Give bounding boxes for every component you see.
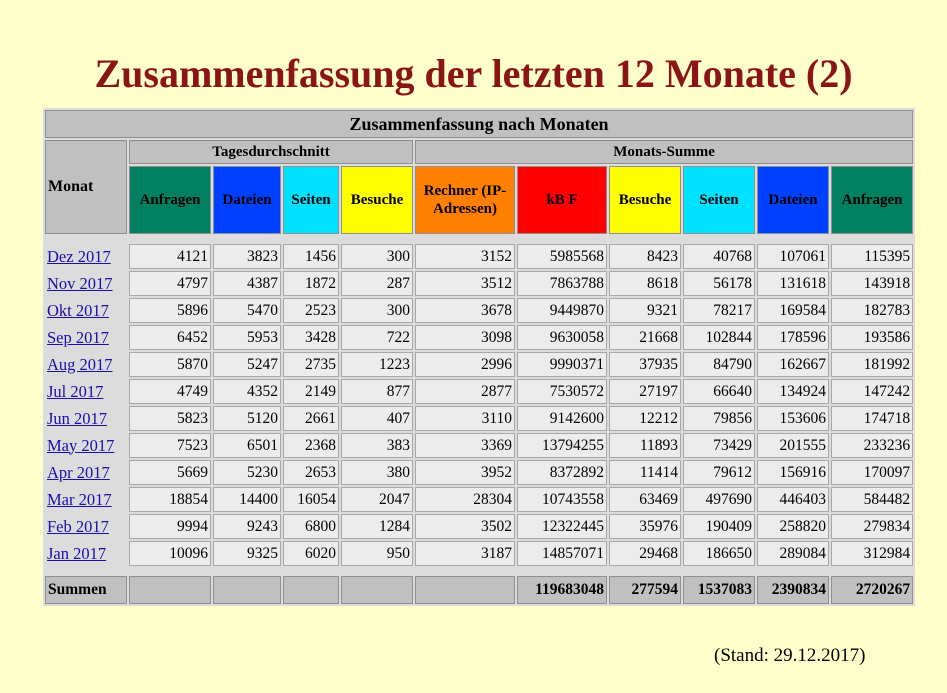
value-cell: 169584 xyxy=(757,298,829,323)
totals-cell xyxy=(341,576,413,604)
header-spacer xyxy=(45,236,913,242)
value-cell: 2877 xyxy=(415,379,515,404)
value-cell: 3512 xyxy=(415,271,515,296)
col-header-besuche-daily: Besuche xyxy=(341,166,413,234)
value-cell: 193586 xyxy=(831,325,913,350)
value-cell: 9449870 xyxy=(517,298,607,323)
value-cell: 14400 xyxy=(213,487,281,512)
col-header-besuche-monthly: Besuche xyxy=(609,166,681,234)
value-cell: 3428 xyxy=(283,325,339,350)
totals-row xyxy=(45,576,913,604)
value-cell: 8372892 xyxy=(517,460,607,485)
value-cell: 5985568 xyxy=(517,244,607,269)
value-cell: 9630058 xyxy=(517,325,607,350)
value-cell: 13794255 xyxy=(517,433,607,458)
month-cell xyxy=(45,541,127,566)
value-cell: 18854 xyxy=(129,487,211,512)
value-cell: 3502 xyxy=(415,514,515,539)
value-cell: 14857071 xyxy=(517,541,607,566)
col-header-rechner: Rechner (IP-Adressen) xyxy=(415,166,515,234)
value-cell: 181992 xyxy=(831,352,913,377)
month-link[interactable]: Apr 2017 xyxy=(47,462,110,482)
value-cell: 289084 xyxy=(757,541,829,566)
value-cell: 3152 xyxy=(415,244,515,269)
value-cell: 3952 xyxy=(415,460,515,485)
value-cell: 3369 xyxy=(415,433,515,458)
monthly-sum-header: Monats-Summe xyxy=(415,140,913,164)
table-row xyxy=(45,406,913,431)
value-cell: 190409 xyxy=(683,514,755,539)
month-cell xyxy=(45,325,127,350)
value-cell: 950 xyxy=(341,541,413,566)
month-cell xyxy=(45,406,127,431)
value-cell: 174718 xyxy=(831,406,913,431)
month-link[interactable]: Feb 2017 xyxy=(47,516,109,536)
value-cell: 56178 xyxy=(683,271,755,296)
value-cell: 186650 xyxy=(683,541,755,566)
value-cell: 115395 xyxy=(831,244,913,269)
value-cell: 182783 xyxy=(831,298,913,323)
value-cell: 6800 xyxy=(283,514,339,539)
value-cell: 79612 xyxy=(683,460,755,485)
month-link[interactable]: Sep 2017 xyxy=(47,327,109,347)
value-cell: 156916 xyxy=(757,460,829,485)
value-cell: 877 xyxy=(341,379,413,404)
value-cell: 446403 xyxy=(757,487,829,512)
month-link[interactable]: Nov 2017 xyxy=(47,273,113,293)
col-header-seiten-daily: Seiten xyxy=(283,166,339,234)
daily-average-header: Tagesdurchschnitt xyxy=(129,140,413,164)
col-header-dateien-monthly: Dateien xyxy=(757,166,829,234)
value-cell: 497690 xyxy=(683,487,755,512)
totals-cell: 2720267 xyxy=(831,576,913,604)
month-link[interactable]: Aug 2017 xyxy=(47,354,113,374)
value-cell: 2661 xyxy=(283,406,339,431)
value-cell: 131618 xyxy=(757,271,829,296)
value-cell: 2523 xyxy=(283,298,339,323)
table-row xyxy=(45,541,913,566)
value-cell: 6020 xyxy=(283,541,339,566)
month-link[interactable]: Dez 2017 xyxy=(47,246,111,266)
table-row xyxy=(45,433,913,458)
value-cell: 233236 xyxy=(831,433,913,458)
month-cell xyxy=(45,298,127,323)
value-cell: 63469 xyxy=(609,487,681,512)
value-cell: 3823 xyxy=(213,244,281,269)
value-cell: 10096 xyxy=(129,541,211,566)
value-cell: 9990371 xyxy=(517,352,607,377)
value-cell: 287 xyxy=(341,271,413,296)
value-cell: 5870 xyxy=(129,352,211,377)
col-header-anfragen-daily: Anfragen xyxy=(129,166,211,234)
totals-cell xyxy=(213,576,281,604)
totals-cell xyxy=(415,576,515,604)
value-cell: 29468 xyxy=(609,541,681,566)
value-cell: 66640 xyxy=(683,379,755,404)
month-link[interactable]: Mar 2017 xyxy=(47,489,112,509)
value-cell: 258820 xyxy=(757,514,829,539)
value-cell: 11893 xyxy=(609,433,681,458)
value-cell: 722 xyxy=(341,325,413,350)
value-cell: 147242 xyxy=(831,379,913,404)
value-cell: 5669 xyxy=(129,460,211,485)
month-cell xyxy=(45,433,127,458)
value-cell: 12212 xyxy=(609,406,681,431)
caption-row xyxy=(45,110,913,138)
month-cell xyxy=(45,514,127,539)
value-cell: 5470 xyxy=(213,298,281,323)
stand-date-note: (Stand: 29.12.2017) xyxy=(714,645,866,666)
value-cell: 1872 xyxy=(283,271,339,296)
value-cell: 407 xyxy=(341,406,413,431)
value-cell: 6501 xyxy=(213,433,281,458)
month-link[interactable]: Okt 2017 xyxy=(47,300,109,320)
totals-cell: 1537083 xyxy=(683,576,755,604)
month-cell xyxy=(45,352,127,377)
value-cell: 5230 xyxy=(213,460,281,485)
value-cell: 143918 xyxy=(831,271,913,296)
table-row xyxy=(45,460,913,485)
month-link[interactable]: Jul 2017 xyxy=(47,381,104,401)
table-row xyxy=(45,271,913,296)
value-cell: 35976 xyxy=(609,514,681,539)
value-cell: 2653 xyxy=(283,460,339,485)
month-link[interactable]: May 2017 xyxy=(47,435,115,455)
value-cell: 162667 xyxy=(757,352,829,377)
value-cell: 201555 xyxy=(757,433,829,458)
value-cell: 134924 xyxy=(757,379,829,404)
value-cell: 3098 xyxy=(415,325,515,350)
value-cell: 4121 xyxy=(129,244,211,269)
value-cell: 5953 xyxy=(213,325,281,350)
value-cell: 2368 xyxy=(283,433,339,458)
totals-cell: 2390834 xyxy=(757,576,829,604)
month-cell xyxy=(45,379,127,404)
value-cell: 16054 xyxy=(283,487,339,512)
month-cell xyxy=(45,244,127,269)
table-row xyxy=(45,379,913,404)
col-header-kbf: kB F xyxy=(517,166,607,234)
value-cell: 300 xyxy=(341,298,413,323)
value-cell: 6452 xyxy=(129,325,211,350)
table-row xyxy=(45,244,913,269)
value-cell: 5120 xyxy=(213,406,281,431)
month-link[interactable]: Jun 2017 xyxy=(47,408,108,428)
value-cell: 73429 xyxy=(683,433,755,458)
value-cell: 279834 xyxy=(831,514,913,539)
monthly-summary-table xyxy=(43,108,915,606)
value-cell: 9142600 xyxy=(517,406,607,431)
column-header-row xyxy=(45,166,913,234)
value-cell: 5823 xyxy=(129,406,211,431)
value-cell: 9325 xyxy=(213,541,281,566)
table-row xyxy=(45,325,913,350)
value-cell: 7863788 xyxy=(517,271,607,296)
value-cell: 28304 xyxy=(415,487,515,512)
value-cell: 9994 xyxy=(129,514,211,539)
value-cell: 584482 xyxy=(831,487,913,512)
value-cell: 2149 xyxy=(283,379,339,404)
value-cell: 4749 xyxy=(129,379,211,404)
value-cell: 300 xyxy=(341,244,413,269)
totals-cell xyxy=(283,576,339,604)
value-cell: 79856 xyxy=(683,406,755,431)
value-cell: 4387 xyxy=(213,271,281,296)
totals-cell: 119683048 xyxy=(517,576,607,604)
col-header-dateien-daily: Dateien xyxy=(213,166,281,234)
totals-cell: 277594 xyxy=(609,576,681,604)
value-cell: 3110 xyxy=(415,406,515,431)
month-cell xyxy=(45,271,127,296)
value-cell: 3187 xyxy=(415,541,515,566)
value-cell: 153606 xyxy=(757,406,829,431)
value-cell: 84790 xyxy=(683,352,755,377)
totals-label: Summen xyxy=(45,576,127,604)
value-cell: 312984 xyxy=(831,541,913,566)
value-cell: 9321 xyxy=(609,298,681,323)
value-cell: 11414 xyxy=(609,460,681,485)
value-cell: 383 xyxy=(341,433,413,458)
value-cell: 12322445 xyxy=(517,514,607,539)
monat-header: Monat xyxy=(45,140,127,234)
value-cell: 2047 xyxy=(341,487,413,512)
value-cell: 4797 xyxy=(129,271,211,296)
value-cell: 37935 xyxy=(609,352,681,377)
value-cell: 78217 xyxy=(683,298,755,323)
value-cell: 1223 xyxy=(341,352,413,377)
group-header-row xyxy=(45,140,913,164)
value-cell: 1284 xyxy=(341,514,413,539)
value-cell: 7530572 xyxy=(517,379,607,404)
col-header-seiten-monthly: Seiten xyxy=(683,166,755,234)
table-row xyxy=(45,352,913,377)
value-cell: 3678 xyxy=(415,298,515,323)
value-cell: 40768 xyxy=(683,244,755,269)
value-cell: 5247 xyxy=(213,352,281,377)
value-cell: 1456 xyxy=(283,244,339,269)
value-cell: 107061 xyxy=(757,244,829,269)
value-cell: 27197 xyxy=(609,379,681,404)
footer-spacer xyxy=(45,568,913,574)
value-cell: 21668 xyxy=(609,325,681,350)
value-cell: 8423 xyxy=(609,244,681,269)
value-cell: 4352 xyxy=(213,379,281,404)
value-cell: 9243 xyxy=(213,514,281,539)
totals-cell xyxy=(129,576,211,604)
value-cell: 10743558 xyxy=(517,487,607,512)
table-row xyxy=(45,487,913,512)
table-row xyxy=(45,514,913,539)
table-body xyxy=(45,244,913,566)
month-cell xyxy=(45,460,127,485)
value-cell: 102844 xyxy=(683,325,755,350)
month-cell xyxy=(45,487,127,512)
col-header-anfragen-monthly: Anfragen xyxy=(831,166,913,234)
table-caption: Zusammenfassung nach Monaten xyxy=(45,110,913,138)
value-cell: 380 xyxy=(341,460,413,485)
value-cell: 178596 xyxy=(757,325,829,350)
value-cell: 7523 xyxy=(129,433,211,458)
value-cell: 5896 xyxy=(129,298,211,323)
month-link[interactable]: Jan 2017 xyxy=(47,543,107,563)
value-cell: 2735 xyxy=(283,352,339,377)
table-row xyxy=(45,298,913,323)
slide-title: Zusammenfassung der letzten 12 Monate (2) xyxy=(94,51,853,96)
value-cell: 170097 xyxy=(831,460,913,485)
value-cell: 8618 xyxy=(609,271,681,296)
value-cell: 2996 xyxy=(415,352,515,377)
